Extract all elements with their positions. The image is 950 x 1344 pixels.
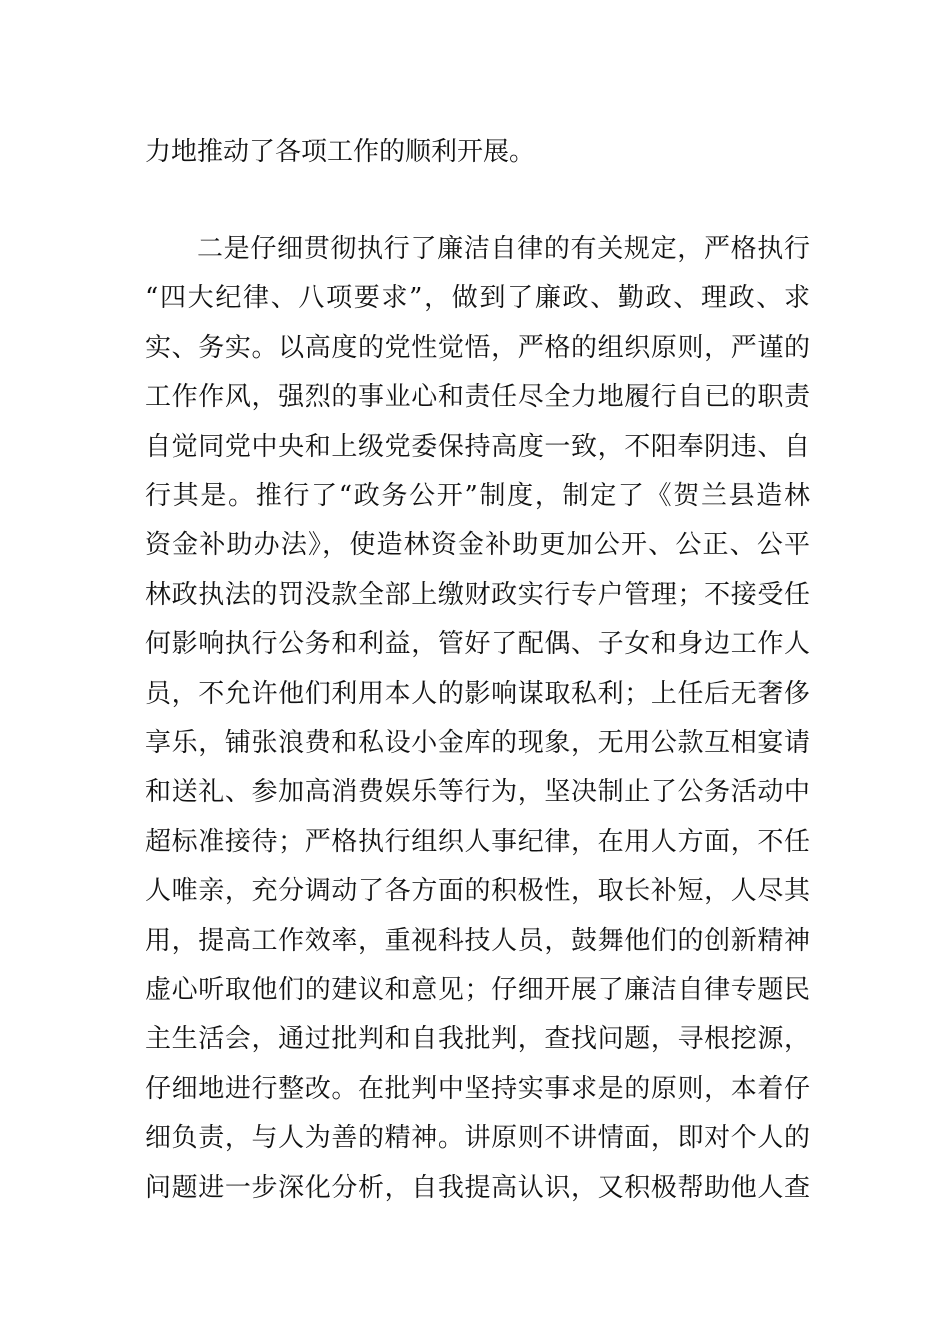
text-line-21: 问题进一步深化分析，自我提高认识，又积极帮助他人查 [145,1173,810,1203]
text-line-11: 员，不允许他们利用本人的影响谋取私利；上任后无奢侈 [145,679,810,709]
text-line-16: 用，提高工作效率，重视科技人员，鼓舞他们的创新精神 [145,926,810,956]
text-line-19: 仔细地进行整改。在批判中坚持实事求是的原则，本着仔 [145,1074,810,1104]
text-line-13: 和送礼、参加高消费娱乐等行为，坚决制止了公务活动中 [145,777,810,807]
text-line-20: 细负责，与人为善的精神。讲原则不讲情面，即对个人的 [145,1123,810,1153]
text-line-5: 工作作风，强烈的事业心和责任尽全力地履行自已的职责 [145,382,810,412]
text-line-6: 自觉同党中央和上级党委保持高度一致，不阳奉阴违、自 [145,432,810,462]
text-line-18: 主生活会，通过批判和自我批判，查找问题，寻根挖源， [145,1024,810,1054]
text-line-12: 享乐，铺张浪费和私设小金库的现象，无用公款互相宴请 [145,728,810,758]
text-line-1: 力地推动了各项工作的顺利开展。 [145,137,536,167]
text-line-14: 超标准接待；严格执行组织人事纪律，在用人方面，不任 [145,827,810,857]
text-line-9: 林政执法的罚没款全部上缴财政实行专户管理；不接受任 [145,580,810,610]
text-line-8: 资金补助办法》，使造林资金补助更加公开、公正、公平 [145,530,810,560]
text-line-4: 实、务实。以高度的党性觉悟，严格的组织原则，严谨的 [145,333,810,363]
text-line-15: 人唯亲，充分调动了各方面的积极性，取长补短，人尽其 [145,876,810,906]
text-line-2: 二是仔细贯彻执行了廉洁自律的有关规定，严格执行 [197,234,810,264]
text-line-10: 何影响执行公务和利益，管好了配偶、子女和身边工作人 [145,629,810,659]
text-line-3: “四大纪律、八项要求”，做到了廉政、勤政、理政、求 [145,283,810,313]
text-line-17: 虚心听取他们的建议和意见；仔细开展了廉洁自律专题民 [145,975,810,1005]
text-line-7: 行其是。推行了“政务公开”制度，制定了《贺兰县造林 [145,481,810,511]
